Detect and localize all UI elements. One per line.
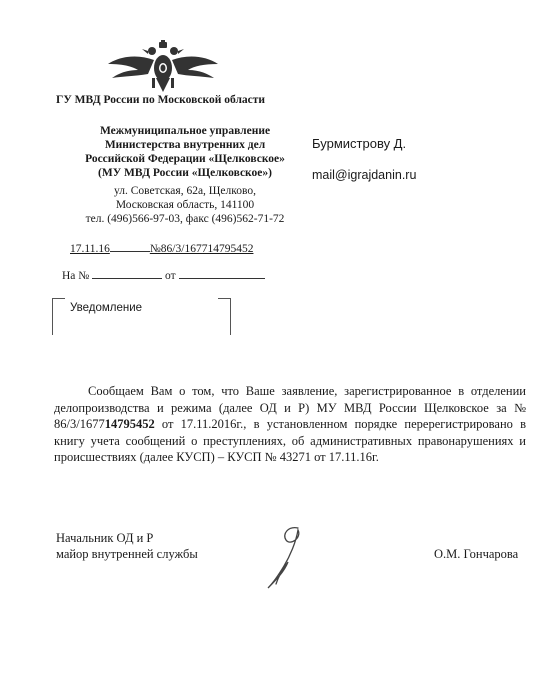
signer-name: О.М. Гончарова xyxy=(434,547,519,561)
recipient-name: Бурмистрову Д. xyxy=(312,136,407,151)
reply-reference-line xyxy=(62,267,265,282)
org-line: Министерства внутренних дел xyxy=(104,139,266,151)
subject-bracket-left xyxy=(52,298,65,335)
org-line: Межмуниципальное управление xyxy=(99,125,271,137)
registration-line xyxy=(70,240,253,255)
org-name-block xyxy=(56,124,314,180)
reply-from-label: от xyxy=(165,270,176,282)
org-line: (МУ МВД России «Щелковское») xyxy=(98,167,272,179)
handwritten-signature-icon xyxy=(262,522,312,592)
reg-date: 17.11.16 xyxy=(70,243,110,255)
address-block xyxy=(56,184,314,226)
reply-no-blank xyxy=(92,267,162,279)
body-text-end: от 17.11.2016г., в установленном порядке перерегистрировано в книгу учета сообщений о преступлениях, об административных правонарушениях и происшествиях (далее КУСП) – КУСП № 43271 от 17.11.16г. xyxy=(54,417,526,464)
reg-number: №86/3/167714795452 xyxy=(149,243,254,255)
address-line: Московская область, 141100 xyxy=(115,199,255,211)
address-line: тел. (496)566-97-03, факс (496)562-71-72 xyxy=(85,213,285,225)
subject-bracket-right xyxy=(218,298,231,335)
org-top-title: ГУ МВД России по Московской области xyxy=(56,94,266,106)
body-bold-number: 14795452 xyxy=(104,417,155,431)
notice-body xyxy=(54,383,526,466)
reply-no-label: На № xyxy=(62,270,90,282)
subject-title: Уведомление xyxy=(70,302,143,314)
reply-from-blank xyxy=(179,267,265,279)
body-text-start: Сообщаем Вам о том, что Ваше заявление, зарегистрированное в отделении делопроизводства и режима (далее ОД и Р) МУ МВД России Щелковское за № 86/3/1677 xyxy=(54,384,526,431)
signer-rank: майор внутренней службы xyxy=(56,547,198,561)
address-line: ул. Советская, 62а, Щелково, xyxy=(114,185,256,197)
signer-position: Начальник ОД и Р xyxy=(56,531,154,545)
org-line: Российской Федерации «Щелковское» xyxy=(85,153,285,165)
double-headed-eagle-emblem-icon xyxy=(108,40,218,100)
recipient-email: mail@igrajdanin.ru xyxy=(312,168,417,182)
reg-underline xyxy=(110,240,150,252)
